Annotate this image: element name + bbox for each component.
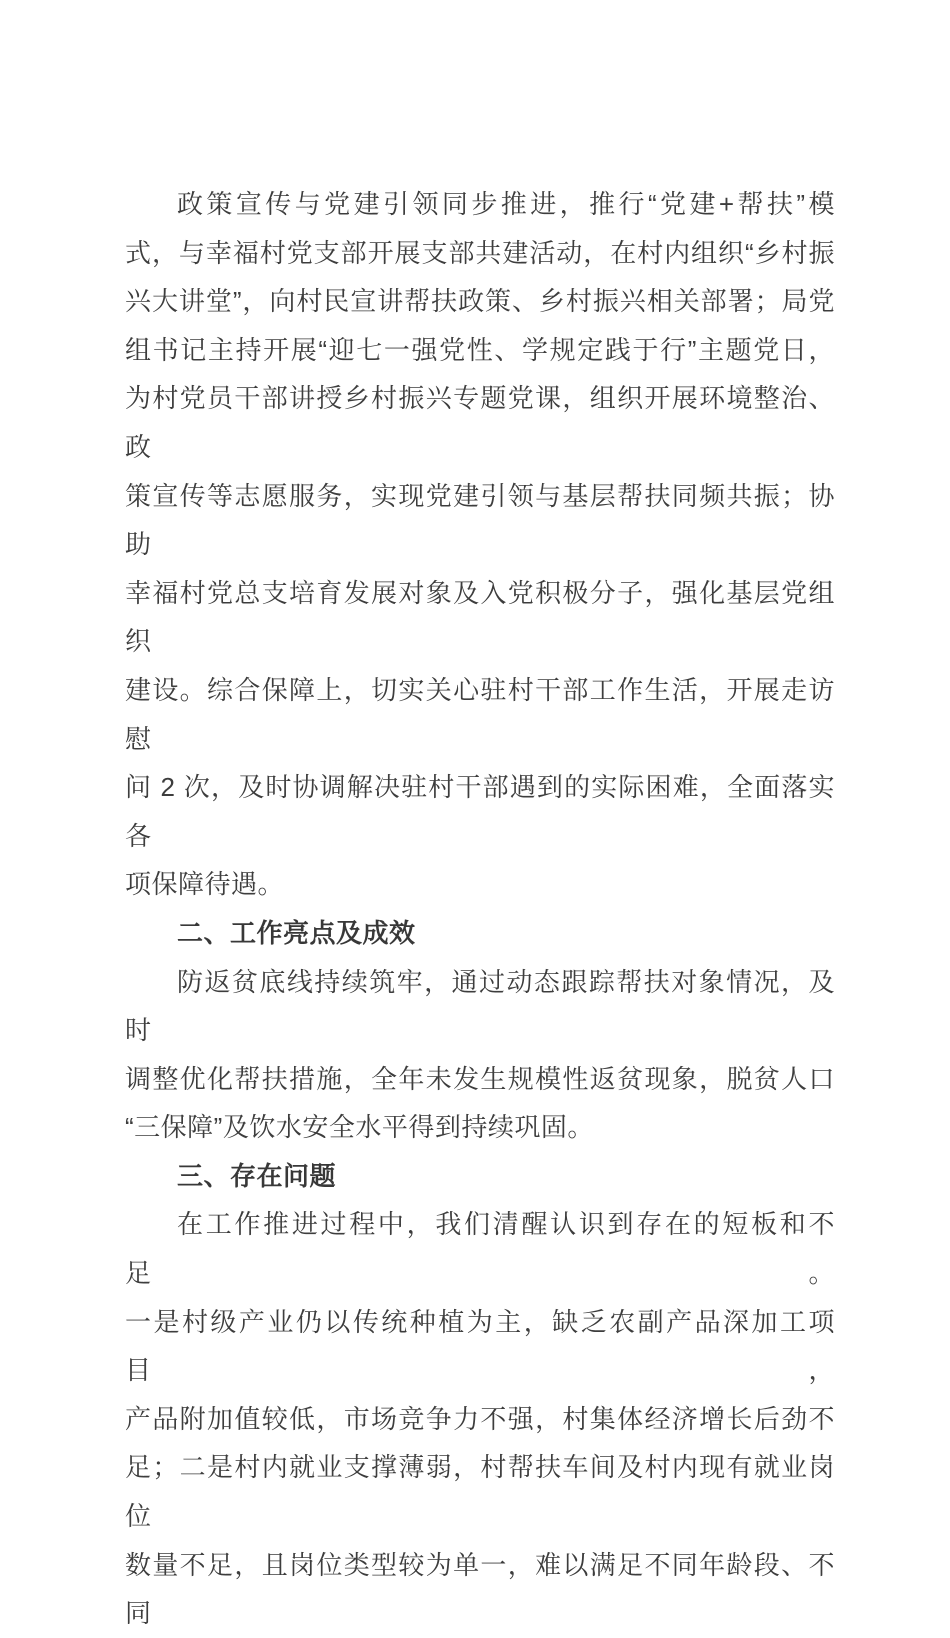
paragraph [125, 180, 835, 909]
text-line: 组书记主持开展“迎七一强党性、学规定践于行”主题党日， [125, 334, 835, 365]
text-line: 兴大讲堂”，向村民宣讲帮扶政策、乡村振兴相关部署；局党 [125, 286, 835, 317]
paragraph [125, 1200, 835, 1637]
text-line: 在工作推进过程中，我们清醒认识到存在的短板和不足。 [125, 1209, 835, 1289]
text-line: 策宣传等志愿服务，实现党建引领与基层帮扶同频共振；协助 [125, 480, 835, 560]
text-line: 产品附加值较低，市场竞争力不强，村集体经济增长后劲不 [125, 1403, 835, 1434]
text-line: 为村党员干部讲授乡村振兴专题党课，组织开展环境整治、政 [125, 383, 835, 462]
text-line: 式，与幸福村党支部开展支部共建活动，在村内组织“乡村振 [125, 237, 835, 268]
text-line: 二、工作亮点及成效 [177, 917, 416, 948]
document-body [125, 180, 835, 1638]
text-line: 项保障待遇。 [125, 869, 285, 900]
paragraph [125, 958, 835, 1152]
text-line: 建设。综合保障上，切实关心驻村干部工作生活，开展走访慰 [125, 674, 835, 754]
text-line: 幸福村党总支培育发展对象及入党积极分子，强化基层党组织 [125, 577, 835, 657]
text-line: 问 2 次，及时协调解决驻村干部遇到的实际困难，全面落实各 [125, 772, 835, 851]
text-line: “三保障”及饮水安全水平得到持续巩固。 [125, 1112, 594, 1143]
text-line: 防返贫底线持续筑牢，通过动态跟踪帮扶对象情况，及时 [125, 966, 835, 1046]
text-line: 足；二是村内就业支撑薄弱，村帮扶车间及村内现有就业岗位 [125, 1452, 835, 1532]
text-line: 调整优化帮扶措施，全年未发生规模性返贫现象，脱贫人口 [125, 1063, 835, 1094]
text-line: 一是村级产业仍以传统种植为主，缺乏农副产品深加工项目， [125, 1306, 835, 1386]
section-heading [125, 1152, 835, 1201]
section-heading [125, 909, 835, 958]
text-line: 数量不足，且岗位类型较为单一，难以满足不同年龄段、不同 [125, 1549, 835, 1629]
text-line: 三、存在问题 [177, 1160, 337, 1191]
text-line: 政策宣传与党建引领同步推进，推行“党建+帮扶”模 [177, 189, 835, 219]
